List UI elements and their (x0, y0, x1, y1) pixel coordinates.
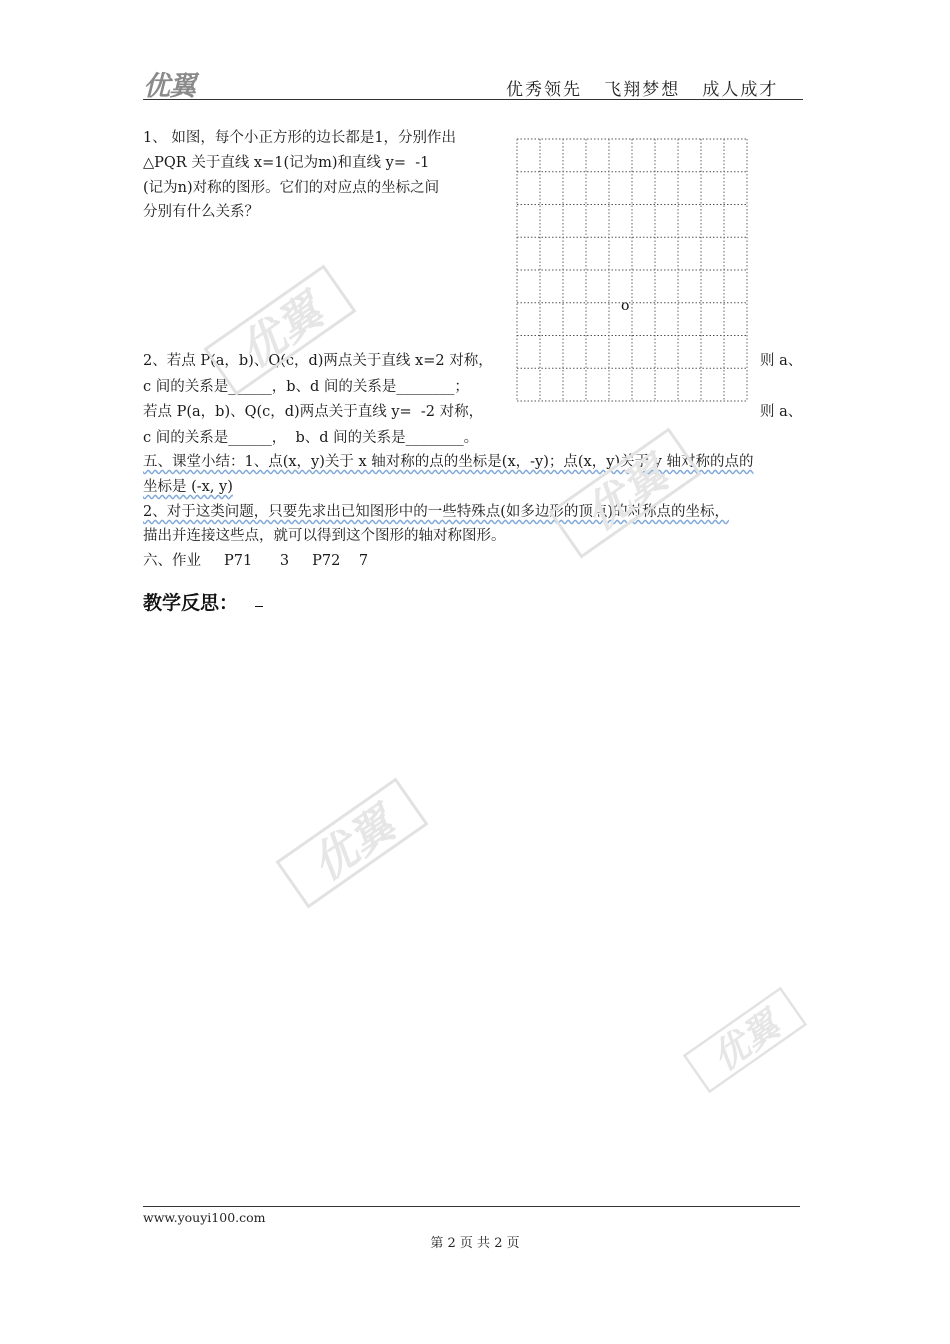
svg-text:优翼: 优翼 (302, 798, 405, 892)
header-logo: 优翼 (143, 71, 195, 102)
header-divider (143, 99, 803, 100)
summary-line-1: 五、课堂小结：1、点(x，y)关于 x 轴对称的点的坐标是(x，-y)；点(x，y)关于 y 轴对称的点的 (143, 454, 754, 470)
watermark-logo (545, 418, 705, 572)
question-1-line-4: 分别有什么关系？ (143, 204, 259, 220)
question-1-line-2: △PQR 关于直线 x=1(记为m)和直线 y= -1 (143, 155, 430, 171)
header-slogan: 优秀领先 飞翔梦想 成人成才 (506, 80, 779, 100)
footer-page-number: 第 2 页 共 2 页 (430, 1236, 520, 1251)
question-2-line-3-tail: 则 a、 (760, 404, 803, 420)
text-cursor-mark (255, 606, 263, 607)
summary-line-3: 2、对于这类问题，只要先求出已知图形中的一些特殊点(如多边形的顶点)的对称点的坐标， (143, 504, 730, 520)
question-2-line-1-tail: 则 a、 (760, 353, 803, 369)
question-2-line-1: 2、若点 P(a，b)、Q(c，d)两点关于直线 x=2 对称， (143, 353, 493, 369)
summary-line-2: 坐标是 (-x, y) (143, 479, 233, 495)
svg-text:优翼: 优翼 (575, 448, 678, 542)
reflection-title: 教学反思： (143, 592, 239, 614)
svg-text:优翼: 优翼 (230, 285, 333, 379)
footer-url: www.youyi100.com (143, 1210, 266, 1225)
question-2-line-3: 若点 P(a，b)、Q(c，d)两点关于直线 y= -2 对称， (143, 404, 484, 420)
watermark-logo (680, 965, 810, 1119)
svg-text:优翼: 优翼 (705, 1004, 788, 1080)
watermark-logo (272, 768, 432, 922)
question-1-line-3: (记为n)对称的图形。它们的对应点的坐标之间 (143, 180, 440, 196)
summary-line-4: 描出并连接这些点，就可以得到这个图形的轴对称图形。 (143, 528, 506, 544)
coordinate-grid (516, 138, 748, 406)
question-2-line-2: c 间的关系是______，b、d 间的关系是________； (143, 379, 469, 395)
homework-line: 六、作业 P71 3 P72 7 (143, 553, 369, 569)
question-1-line-1: 1、 如图，每个小正方形的边长都是1，分别作出 (143, 130, 457, 146)
footer-divider (143, 1206, 800, 1207)
origin-label: o (621, 298, 630, 314)
grid-svg (516, 138, 748, 402)
question-2-line-4: c 间的关系是______， b、d 间的关系是________。 (143, 430, 479, 446)
